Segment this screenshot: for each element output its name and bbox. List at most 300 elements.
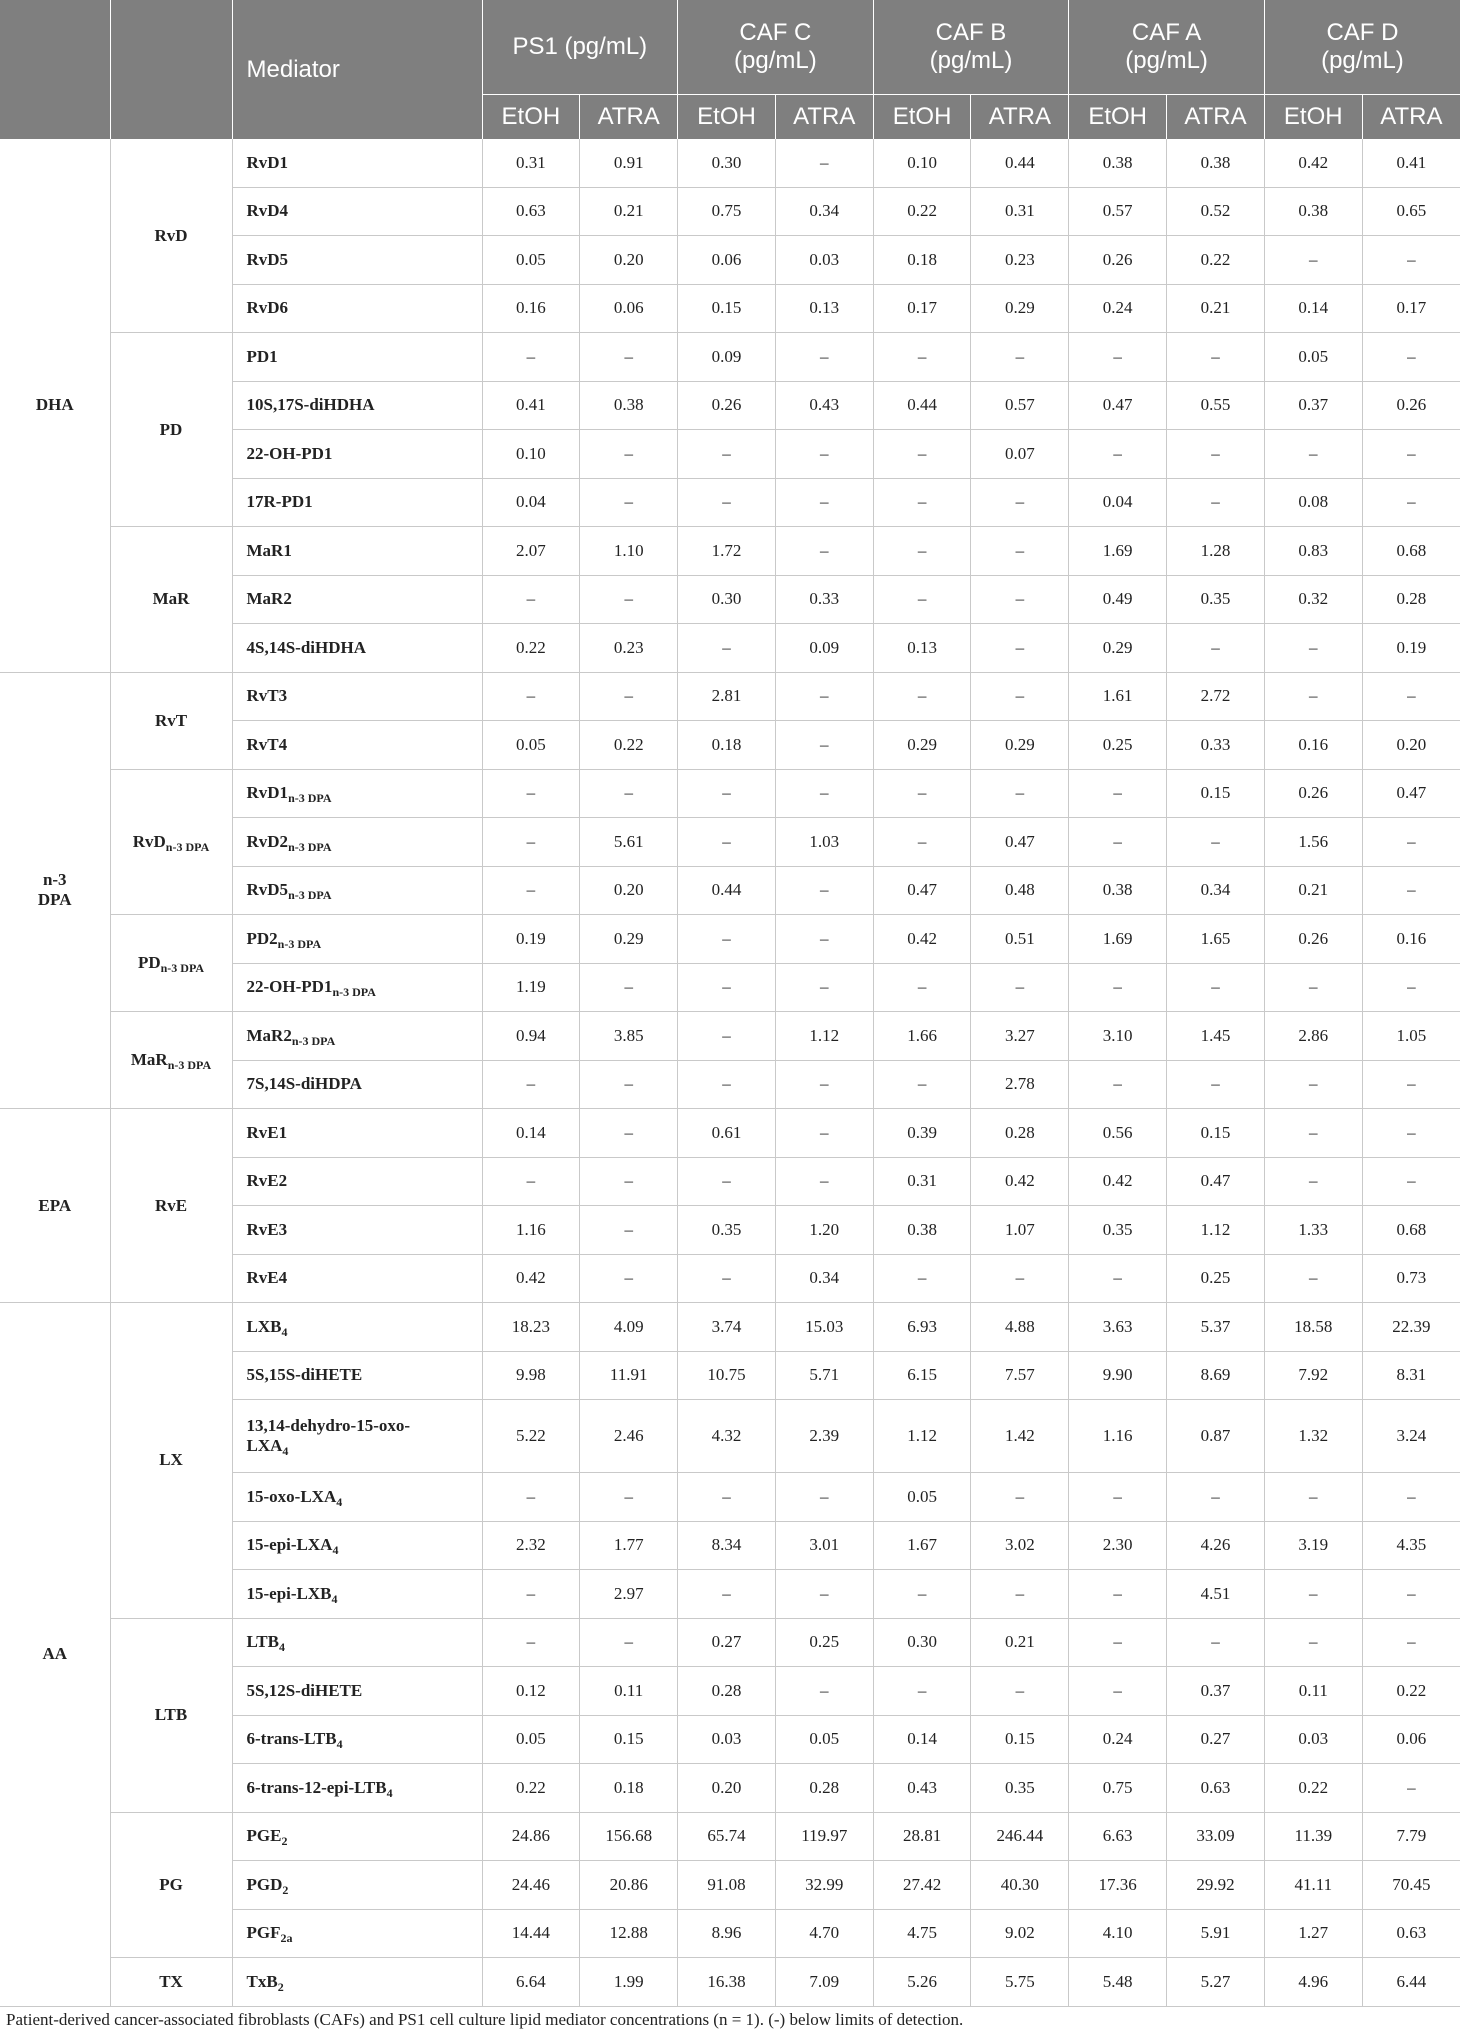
mediator-cell	[232, 1109, 482, 1158]
value-cell: –	[678, 1012, 776, 1061]
value-cell: 0.15	[971, 1715, 1069, 1764]
value-cell: 0.47	[971, 818, 1069, 867]
mediator-name: RvD5	[246, 880, 289, 900]
value-cell: 0.03	[775, 236, 873, 285]
value-cell: 3.74	[678, 1303, 776, 1352]
table-row	[0, 915, 1460, 964]
value-cell: 0.21	[971, 1618, 1069, 1667]
mediator-subscript: n-3 DPA	[288, 888, 332, 903]
value-cell: 0.43	[873, 1764, 971, 1813]
value-cell: 0.05	[482, 721, 580, 770]
value-cell: –	[1069, 818, 1167, 867]
value-cell: –	[1362, 1157, 1460, 1206]
mediator-cell	[232, 1521, 482, 1570]
value-cell: 4.70	[775, 1909, 873, 1958]
value-cell: 0.24	[1069, 1715, 1167, 1764]
group-label: PD	[159, 419, 183, 439]
table-row	[0, 1303, 1460, 1352]
value-cell: 0.57	[1069, 187, 1167, 236]
value-cell: 0.39	[873, 1109, 971, 1158]
mediator-cell	[232, 1715, 482, 1764]
value-cell: –	[775, 527, 873, 576]
value-cell: 0.42	[1264, 139, 1362, 187]
value-cell: 0.26	[1264, 915, 1362, 964]
value-cell: 0.38	[1069, 139, 1167, 187]
value-cell: 8.96	[678, 1909, 776, 1958]
value-cell: –	[1167, 1473, 1265, 1522]
mediator-cell	[232, 1764, 482, 1813]
mediator-cell	[232, 1206, 482, 1255]
value-cell: 0.19	[1362, 624, 1460, 673]
value-cell: 6.93	[873, 1303, 971, 1352]
value-cell: –	[775, 915, 873, 964]
value-cell: 0.35	[678, 1206, 776, 1255]
value-cell: –	[1362, 1764, 1460, 1813]
value-cell: 156.68	[580, 1812, 678, 1861]
value-cell: –	[678, 1060, 776, 1109]
value-cell: 1.42	[971, 1400, 1069, 1473]
mediator-subscript: 2	[277, 1979, 284, 1994]
value-cell: –	[775, 478, 873, 527]
value-cell: 0.26	[678, 381, 776, 430]
value-cell: –	[971, 333, 1069, 382]
value-cell: –	[678, 915, 776, 964]
value-cell: 0.75	[678, 187, 776, 236]
value-cell: 0.21	[1167, 284, 1265, 333]
value-cell: 0.57	[971, 381, 1069, 430]
mediator-subscript: n-3 DPA	[332, 985, 376, 1000]
value-cell: 0.42	[482, 1254, 580, 1303]
value-cell: 5.91	[1167, 1909, 1265, 1958]
value-cell: –	[580, 769, 678, 818]
value-cell: –	[1167, 963, 1265, 1012]
value-cell: 4.75	[873, 1909, 971, 1958]
value-cell: –	[971, 575, 1069, 624]
table-header	[0, 0, 1460, 139]
value-cell: 0.12	[482, 1667, 580, 1716]
mediator-name: 17R-PD1	[246, 492, 313, 512]
value-cell: 11.91	[580, 1351, 678, 1400]
value-cell: 40.30	[971, 1861, 1069, 1910]
value-cell: 0.73	[1362, 1254, 1460, 1303]
value-cell: 1.56	[1264, 818, 1362, 867]
value-cell: –	[1167, 818, 1265, 867]
value-cell: –	[1167, 430, 1265, 479]
mediator-name: 13,14-dehydro-15-oxo- LXA	[246, 1416, 411, 1455]
value-cell: 2.78	[971, 1060, 1069, 1109]
value-cell: 0.11	[1264, 1667, 1362, 1716]
mediator-name: 22-OH-PD1	[246, 977, 333, 997]
value-cell: 15.03	[775, 1303, 873, 1352]
value-cell: 0.42	[873, 915, 971, 964]
header-group-caf-c: CAF C (pg/mL)	[678, 0, 874, 95]
mediator-name: 6-trans-LTB	[246, 1729, 337, 1749]
value-cell: 0.05	[873, 1473, 971, 1522]
value-cell: 5.71	[775, 1351, 873, 1400]
group-label: TX	[159, 1971, 183, 1991]
value-cell: 5.75	[971, 1958, 1069, 2007]
mediator-cell	[232, 1400, 482, 1473]
value-cell: 1.65	[1167, 915, 1265, 964]
value-cell: –	[482, 575, 580, 624]
mediator-name: RvT4	[246, 734, 288, 754]
mediator-cell	[232, 963, 482, 1012]
value-cell: 0.37	[1264, 381, 1362, 430]
value-cell: –	[775, 1157, 873, 1206]
value-cell: 0.20	[1362, 721, 1460, 770]
mediator-name: PGF	[246, 1923, 281, 1943]
value-cell: 11.39	[1264, 1812, 1362, 1861]
value-cell: 0.30	[678, 575, 776, 624]
mediator-name: MaR1	[246, 540, 292, 560]
mediator-name: 15-epi-LXA	[246, 1535, 333, 1555]
value-cell: 0.35	[1167, 575, 1265, 624]
value-cell: 0.19	[482, 915, 580, 964]
value-cell: –	[580, 963, 678, 1012]
value-cell: –	[873, 1667, 971, 1716]
group-cell	[110, 1109, 232, 1303]
mediator-name: RvD4	[246, 201, 289, 221]
group-label: MaR	[130, 1050, 168, 1069]
value-cell: 27.42	[873, 1861, 971, 1910]
value-cell: –	[873, 1254, 971, 1303]
header-group-caf-b: CAF B (pg/mL)	[873, 0, 1069, 95]
value-cell: 0.27	[678, 1618, 776, 1667]
family-cell	[0, 1303, 110, 2007]
value-cell: 0.38	[873, 1206, 971, 1255]
value-cell: 0.34	[775, 1254, 873, 1303]
value-cell: 0.29	[873, 721, 971, 770]
mediator-cell	[232, 187, 482, 236]
value-cell: 0.49	[1069, 575, 1167, 624]
value-cell: 0.75	[1069, 1764, 1167, 1813]
mediator-subscript: 4	[282, 1444, 289, 1458]
value-cell: 6.44	[1362, 1958, 1460, 2007]
value-cell: –	[1069, 430, 1167, 479]
value-cell: 0.15	[580, 1715, 678, 1764]
value-cell: 1.67	[873, 1521, 971, 1570]
value-cell: –	[1167, 333, 1265, 382]
value-cell: 20.86	[580, 1861, 678, 1910]
mediator-name: RvE2	[246, 1171, 288, 1191]
value-cell: 1.99	[580, 1958, 678, 2007]
value-cell: 0.38	[1069, 866, 1167, 915]
value-cell: 1.16	[482, 1206, 580, 1255]
value-cell: 3.85	[580, 1012, 678, 1061]
mediator-subscript: 4	[336, 1737, 343, 1752]
value-cell: –	[1264, 624, 1362, 673]
value-cell: 0.03	[1264, 1715, 1362, 1764]
value-cell: 5.37	[1167, 1303, 1265, 1352]
value-cell: –	[1362, 963, 1460, 1012]
value-cell: –	[873, 769, 971, 818]
value-cell: –	[1167, 1060, 1265, 1109]
value-cell: –	[1362, 1618, 1460, 1667]
value-cell: 6.15	[873, 1351, 971, 1400]
value-cell: 0.26	[1362, 381, 1460, 430]
value-cell: 14.44	[482, 1909, 580, 1958]
header-treatment: ATRA	[580, 95, 678, 140]
group-label: RvE	[154, 1195, 188, 1215]
value-cell: 29.92	[1167, 1861, 1265, 1910]
family-label: n-3 DPA	[37, 870, 72, 910]
family-label: EPA	[38, 1195, 72, 1215]
group-label: RvD	[154, 225, 188, 245]
value-cell: –	[580, 1206, 678, 1255]
value-cell: –	[775, 672, 873, 721]
value-cell: 0.37	[1167, 1667, 1265, 1716]
table-row	[0, 527, 1460, 576]
value-cell: 0.94	[482, 1012, 580, 1061]
value-cell: 0.30	[678, 139, 776, 187]
value-cell: –	[873, 527, 971, 576]
value-cell: 0.05	[775, 1715, 873, 1764]
value-cell: 0.32	[1264, 575, 1362, 624]
value-cell: –	[482, 1473, 580, 1522]
value-cell: 0.22	[1264, 1764, 1362, 1813]
value-cell: –	[482, 818, 580, 867]
mediator-cell	[232, 1060, 482, 1109]
header-treatment: ATRA	[971, 95, 1069, 140]
header-treatment: EtOH	[482, 95, 580, 140]
value-cell: 91.08	[678, 1861, 776, 1910]
value-cell: 1.61	[1069, 672, 1167, 721]
value-cell: 10.75	[678, 1351, 776, 1400]
value-cell: 2.97	[580, 1570, 678, 1619]
mediator-cell	[232, 1473, 482, 1522]
value-cell: 0.33	[1167, 721, 1265, 770]
value-cell: 0.14	[482, 1109, 580, 1158]
value-cell: 8.69	[1167, 1351, 1265, 1400]
group-subscript: n-3 DPA	[160, 961, 205, 975]
mediator-subscript: n-3 DPA	[288, 791, 332, 806]
value-cell: 0.41	[482, 381, 580, 430]
value-cell: 22.39	[1362, 1303, 1460, 1352]
value-cell: –	[873, 430, 971, 479]
value-cell: –	[1362, 818, 1460, 867]
value-cell: 0.06	[580, 284, 678, 333]
value-cell: 0.29	[1069, 624, 1167, 673]
mediator-name: RvE3	[246, 1219, 288, 1239]
value-cell: 0.22	[482, 624, 580, 673]
value-cell: –	[678, 1157, 776, 1206]
value-cell: 1.19	[482, 963, 580, 1012]
value-cell: –	[775, 1570, 873, 1619]
group-cell	[110, 1303, 232, 1619]
value-cell: 1.12	[1167, 1206, 1265, 1255]
mediator-cell	[232, 769, 482, 818]
value-cell: 0.17	[873, 284, 971, 333]
value-cell: 7.09	[775, 1958, 873, 2007]
mediator-cell	[232, 575, 482, 624]
mediator-cell	[232, 139, 482, 187]
value-cell: 0.16	[1362, 915, 1460, 964]
value-cell: –	[482, 1060, 580, 1109]
value-cell: –	[1264, 236, 1362, 285]
value-cell: 0.18	[678, 721, 776, 770]
value-cell: 18.58	[1264, 1303, 1362, 1352]
value-cell: –	[678, 769, 776, 818]
table-row	[0, 1109, 1460, 1158]
mediator-name: RvD1	[246, 152, 289, 172]
group-cell	[110, 527, 232, 673]
value-cell: –	[1362, 866, 1460, 915]
value-cell: 0.91	[580, 139, 678, 187]
mediator-cell	[232, 284, 482, 333]
value-cell: –	[775, 139, 873, 187]
group-label: RvT	[154, 710, 188, 730]
value-cell: 0.38	[580, 381, 678, 430]
mediator-cell	[232, 818, 482, 867]
value-cell: –	[1167, 478, 1265, 527]
header-mediator: Mediator	[232, 0, 482, 139]
value-cell: –	[971, 963, 1069, 1012]
value-cell: –	[1264, 1157, 1362, 1206]
value-cell: –	[1069, 333, 1167, 382]
family-cell	[0, 672, 110, 1109]
value-cell: 0.56	[1069, 1109, 1167, 1158]
value-cell: 0.07	[971, 430, 1069, 479]
value-cell: 4.88	[971, 1303, 1069, 1352]
value-cell: 0.83	[1264, 527, 1362, 576]
group-label: PD	[137, 953, 161, 972]
value-cell: 3.19	[1264, 1521, 1362, 1570]
value-cell: 0.44	[971, 139, 1069, 187]
value-cell: –	[775, 1473, 873, 1522]
value-cell: –	[873, 1060, 971, 1109]
value-cell: –	[1264, 1060, 1362, 1109]
value-cell: 0.34	[775, 187, 873, 236]
value-cell: 0.05	[482, 236, 580, 285]
value-cell: 1.66	[873, 1012, 971, 1061]
header-treatment: EtOH	[1069, 95, 1167, 140]
table-row	[0, 139, 1460, 187]
value-cell: –	[873, 575, 971, 624]
value-cell: –	[873, 818, 971, 867]
value-cell: 0.42	[1069, 1157, 1167, 1206]
value-cell: 0.27	[1167, 1715, 1265, 1764]
value-cell: 17.36	[1069, 1861, 1167, 1910]
value-cell: 3.27	[971, 1012, 1069, 1061]
mediator-name: PGD	[246, 1874, 283, 1894]
value-cell: –	[1069, 1570, 1167, 1619]
value-cell: 1.05	[1362, 1012, 1460, 1061]
value-cell: –	[971, 1667, 1069, 1716]
value-cell: –	[1264, 1618, 1362, 1667]
value-cell: 5.22	[482, 1400, 580, 1473]
value-cell: 0.25	[1069, 721, 1167, 770]
header-treatment: EtOH	[873, 95, 971, 140]
group-cell	[110, 1812, 232, 1958]
value-cell: 0.22	[482, 1764, 580, 1813]
value-cell: 2.39	[775, 1400, 873, 1473]
value-cell: 0.14	[1264, 284, 1362, 333]
value-cell: 2.86	[1264, 1012, 1362, 1061]
value-cell: 2.07	[482, 527, 580, 576]
mediator-name: 5S,15S-diHETE	[246, 1365, 363, 1385]
value-cell: 1.12	[873, 1400, 971, 1473]
value-cell: 3.10	[1069, 1012, 1167, 1061]
value-cell: –	[1264, 1254, 1362, 1303]
value-cell: –	[482, 1157, 580, 1206]
value-cell: –	[482, 672, 580, 721]
value-cell: –	[971, 672, 1069, 721]
value-cell: 0.20	[580, 866, 678, 915]
value-cell: 3.01	[775, 1521, 873, 1570]
value-cell: 1.69	[1069, 915, 1167, 964]
value-cell: 0.47	[1362, 769, 1460, 818]
mediator-name: MaR2	[246, 1025, 292, 1045]
value-cell: –	[482, 769, 580, 818]
value-cell: 0.55	[1167, 381, 1265, 430]
value-cell: 0.23	[580, 624, 678, 673]
mediator-name: 5S,12S-diHETE	[246, 1680, 363, 1700]
group-label: LX	[159, 1450, 183, 1470]
value-cell: –	[482, 1570, 580, 1619]
mediator-cell	[232, 333, 482, 382]
value-cell: 0.15	[1167, 769, 1265, 818]
value-cell: 70.45	[1362, 1861, 1460, 1910]
mediator-subscript: 4	[332, 1543, 339, 1558]
value-cell: 8.34	[678, 1521, 776, 1570]
header-treatment: ATRA	[775, 95, 873, 140]
value-cell: –	[580, 1157, 678, 1206]
table-row	[0, 769, 1460, 818]
mediator-name: TxB	[246, 1971, 278, 1991]
value-cell: 0.09	[678, 333, 776, 382]
value-cell: 1.32	[1264, 1400, 1362, 1473]
value-cell: 0.43	[775, 381, 873, 430]
value-cell: 0.21	[580, 187, 678, 236]
value-cell: 0.04	[1069, 478, 1167, 527]
value-cell: 0.15	[1167, 1109, 1265, 1158]
value-cell: 12.88	[580, 1909, 678, 1958]
value-cell: –	[971, 1254, 1069, 1303]
value-cell: 0.04	[482, 478, 580, 527]
mediator-cell	[232, 1570, 482, 1619]
group-label: MaR	[152, 589, 190, 609]
mediator-subscript: 4	[331, 1591, 338, 1606]
value-cell: 0.21	[1264, 866, 1362, 915]
mediator-name: LXB	[246, 1316, 282, 1336]
header-group-col	[110, 0, 232, 139]
value-cell: –	[1264, 672, 1362, 721]
value-cell: 4.10	[1069, 1909, 1167, 1958]
value-cell: 0.17	[1362, 284, 1460, 333]
header-group-caf-a: CAF A (pg/mL)	[1069, 0, 1265, 95]
value-cell: –	[580, 1109, 678, 1158]
value-cell: –	[1069, 1060, 1167, 1109]
value-cell: –	[482, 1618, 580, 1667]
value-cell: –	[775, 430, 873, 479]
value-cell: –	[1362, 672, 1460, 721]
value-cell: 0.10	[873, 139, 971, 187]
mediator-cell	[232, 1812, 482, 1861]
value-cell: –	[1264, 1109, 1362, 1158]
value-cell: –	[580, 1618, 678, 1667]
value-cell: –	[1069, 769, 1167, 818]
value-cell: –	[775, 721, 873, 770]
group-cell	[110, 1958, 232, 2007]
value-cell: –	[971, 1473, 1069, 1522]
mediator-name: RvE1	[246, 1122, 288, 1142]
value-cell: 246.44	[971, 1812, 1069, 1861]
value-cell: 0.47	[1167, 1157, 1265, 1206]
value-cell: 0.29	[971, 284, 1069, 333]
value-cell: 1.69	[1069, 527, 1167, 576]
value-cell: 0.68	[1362, 527, 1460, 576]
value-cell: 0.28	[775, 1764, 873, 1813]
